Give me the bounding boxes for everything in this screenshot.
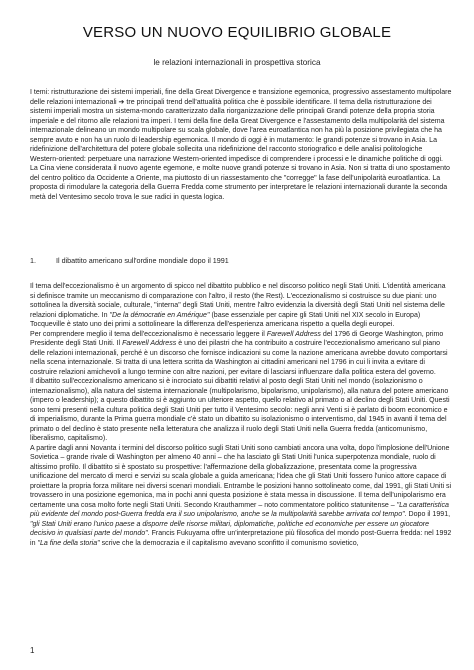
body-text	[30, 282, 452, 548]
document-subtitle: le relazioni internazionali in prospettiva storica	[153, 58, 321, 67]
section-number: 1.	[30, 256, 36, 265]
body-p4-quote-2: "gli Stati Uniti erano l'unico paese a disporre delle risorse militari, diplomatiche, politiche ed economiche per essere un giocatore decisivo in qualsiasi parte del mondo"	[30, 520, 430, 537]
section-heading	[30, 256, 450, 265]
page-number: 1	[30, 646, 35, 655]
body-p1b: (base essenziale per capire gli Stati Uniti nel XIX secolo in Europa) Tocqueville è stato uno dei primi a sottolineare la differenza dell'esperienza americana rispetto a quella degli europei.	[30, 311, 421, 328]
body-p2b: del 1796 di George Washington, primo Presidente degli Stati Uniti. Il	[30, 330, 444, 347]
arrow-icon: ➔	[118, 98, 125, 106]
body-p3: Il dibattito sull'eccezionalismo americano si è incrociato sui dibattiti relativi al posto degli Stati Uniti nel mondo (isolazionismo o internazionalismo), alla natura del sistema internazionale (multipolarismo, bipolarismo, unipolarismo), alla natura del potere americano (impero o leadership); a questo dibattito si è aggiunto un ulteriore aspetto, quello relativo al primato o al declino degli Stati Uniti. Questi sono temi presenti nella cultura politica degli Stati Uniti per tutto il Ventesimo secolo: negli anni Venti si è parlato di boom economico e di imperialismo, durante la Prima guerra mondiale c'è stato un dibattito su isolazionismo o interventismo, dal 1945 in avanti il tema del primato o del declino è stato presente nella letteratura che analizza il ruolo degli Stati Uniti nella Guerra fredda (anticomunismo, liberalismo, capitalismo).	[30, 378, 450, 442]
document-title: VERSO UN NUOVO EQUILIBRIO GLOBALE	[82, 24, 392, 41]
body-p2: Per comprendere meglio il tema dell'eccezionalismo è necessario leggere il	[30, 330, 265, 338]
body-p4b: . Dopo il 1991,	[404, 511, 451, 518]
body-p4d: scrive che la democrazia e il capitalismo avevano sconfitto il comunismo sovietico,	[101, 539, 359, 547]
intro-paragraph	[30, 88, 452, 202]
body-p2-italic-1: Farewell Address	[266, 330, 321, 338]
body-p4: A partire dagli anni Novanta i termini del discorso politico sugli Stati Uniti sono cambiati ancora una volta, dopo l'implosione dell'Unione Sovietica – grande rivale di Washington per almeno 40 anni – che ha lasciato gli Stati Uniti l'unica superpotenza mondiale, ruolo di altissimo profilo. Il dibattito si è spostato su prospettive: l'affermazione della globalizzazione, presentata come la progressiva unificazione del mercato di merci e servizi su scala globale a guida americana; l'idea che gli Stati Uniti fossero l'unico attore capace di proiettare la propria forza militare nei diversi scenari mondiali. Entrambe le posizioni hanno sottolineato come, dal 1991, gli Stati Uniti si trovassero in una posizione egemonica, ma in pochi anni questa posizione è stata messa in discussione. Il tema dell'unipolarismo era certamente una cosa molto forte negli Stati Uniti. Secondo Krauthammer – noto commentatore politico statunitense –	[30, 444, 452, 509]
intro-text-1: I temi: ristrutturazione dei sistemi imperiali, fine della Great Divergence e transizione egemonica, progressivo assestamento multipolare delle relazioni internazionali	[30, 89, 452, 106]
body-p4c: . Francis Fukuyama offre un'interpretazione più filosofica del mondo post-Guerra fredda: nel 1992 in	[30, 530, 452, 547]
body-p2-italic-2: Farewell Address	[122, 340, 177, 347]
body-p4-book-title: "La fine della storia"	[37, 539, 100, 547]
intro-text-2: tre principali trend dell'attualità politica che è possibile identificare. Il tema della ristrutturazione dei sistemi imperiali mostra un sistema-mondo caratterizzato dalla riorganizzazione delle principali Grandi potenze della propria storia imperiale e del ritorno alle relazioni tra imperi. I temi della fine della Great Divergence e l'assestamento della multipolarità del sistema internazionale delineano un mondo multipolare su scala globale, dove l'area euroatlantica non ha più la posizione privilegiata che ha sempre avuto e non ha un ruolo di leadership egemonica. Il mondo di oggi è in mutamento: le grandi potenze si trovano in Asia. La ridefinizione dell'architettura del potere globale sollecita una ridefinizione del racconto storiografico e delle analisi politologiche Western-oriented: perpetuare una narrazione Western-oriented impedisce di comprendere i processi e le dinamiche politiche di oggi. La Cina viene considerata il nuovo agente egemone, e molte nuove grandi potenze si trovano in Asia. Non si tratta di uno spostamento del centro politico da Occidente a Oriente, ma piuttosto di un riassestamento che "corregge" la fase dell'unipolarità euroatlantica. La proposta di rimodulare la categoria della Guerra Fredda come strumento per interpretare le relazioni internazionali durante la seconda metà del Ventesimo secolo trova le sue radici in questa logica.	[30, 98, 450, 201]
body-p4-quote-1: "La caratteristica più evidente del mondo post-Guerra fredda era il suo unipolarismo, anche se la multipolarità sarebbe arrivata col tempo"	[30, 501, 449, 518]
body-p1: Il tema dell'eccezionalismo è un argomento di spicco nel dibattito pubblico e nel discorso politico negli Stati Uniti. L'identità americana si definisce tramite un meccanismo di comparazione con l'altro, il resto (the Rest). L'eccezionalismo si costruisce su due piani: uno sottolinea la diversità sociale, culturale, "interna" degli Stati Uniti, mentre l'altro evidenzia la diversità degli Stati Uniti nel sistema delle relazioni diplomatiche. In	[30, 283, 446, 319]
body-p1-italic: "De la démocratie en Amérique"	[109, 311, 210, 319]
body-p2c: è uno dei pilastri che ha contribuito a costruire l'eccezionalismo americano sul piano delle relazioni internazionali, perché è un discorso che fornisce indicazioni su come la nazione americana avrebbe dovuto comportarsi nella scena internazionale. Si tratta di una lettera scritta da Washington ai cittadini americani nel 1796 in cui li invita a evitare di costruire relazioni amichevoli a lungo termine con altre nazioni, per evitare di lasciarsi influenzare dalla politica estera del governo.	[30, 340, 448, 376]
section-title: Il dibattito americano sull'ordine mondiale dopo il 1991	[56, 256, 229, 265]
